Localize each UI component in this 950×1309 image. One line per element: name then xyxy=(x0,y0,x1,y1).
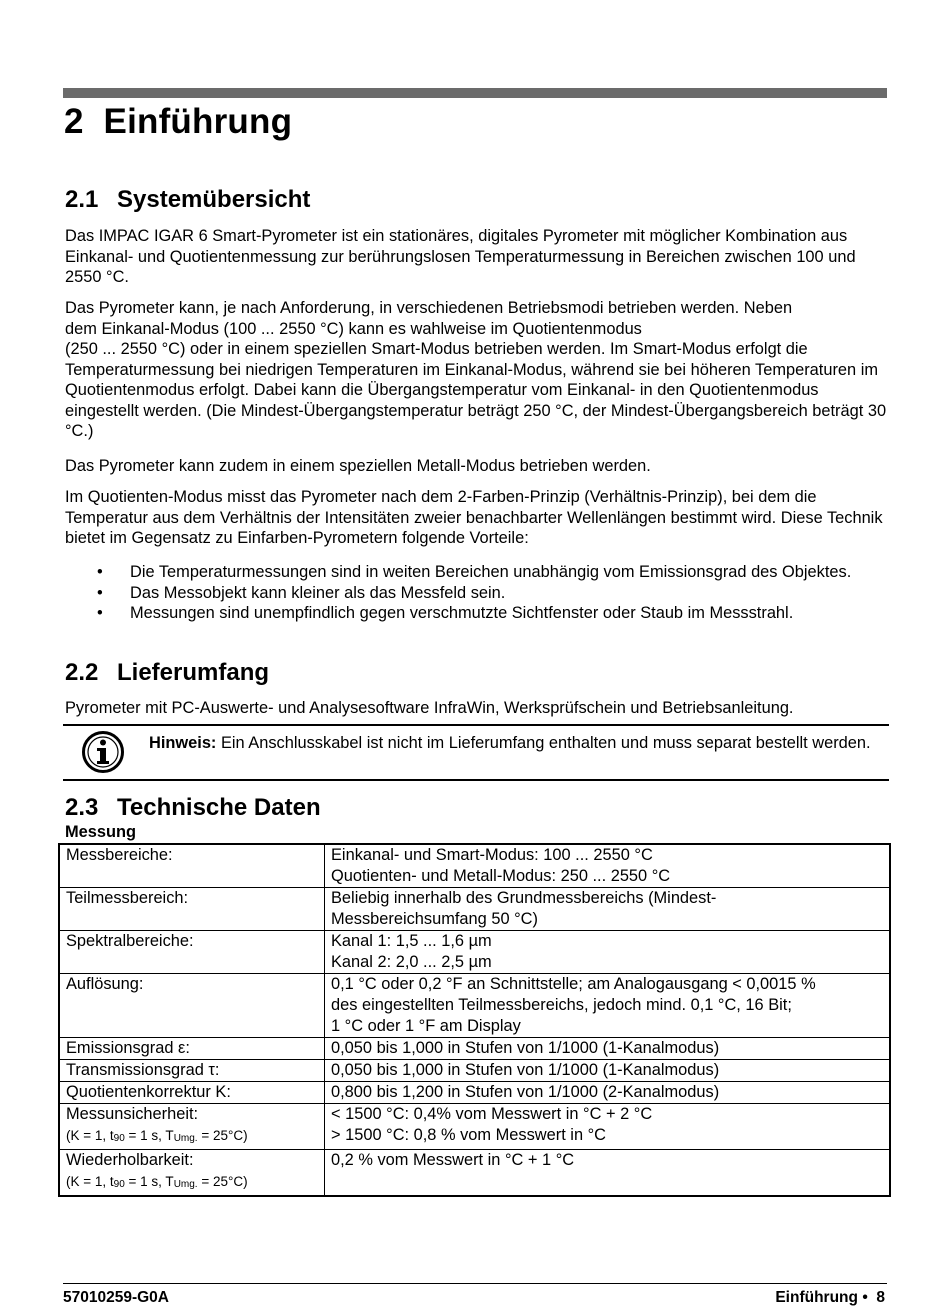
paragraph-modes xyxy=(65,298,887,442)
spec-label: Spektralbereiche: xyxy=(66,932,194,950)
spec-value-cell xyxy=(325,888,891,931)
spec-label: Emissionsgrad ε: xyxy=(66,1039,190,1057)
spec-label: Transmissionsgrad τ: xyxy=(66,1061,220,1079)
spec-label: Quotientenkorrektur K: xyxy=(66,1083,231,1101)
table-row xyxy=(59,1104,890,1150)
spec-label: Messbereiche: xyxy=(66,846,173,864)
chapter-title xyxy=(64,100,292,144)
bullet-glyph: • xyxy=(97,604,103,622)
section-number: 2.1 xyxy=(65,186,99,213)
section-heading-2-1 xyxy=(65,186,310,214)
list-item: • Das Messobjekt kann kleiner als das Messfeld sein. xyxy=(97,583,506,602)
paragraph-intro: Das IMPAC IGAR 6 Smart-Pyrometer ist ein stationäres, digitales Pyrometer mit möglicher Kombination aus Einkanal- und Quotientenmessung zur berührungslosen Temperaturmessung in Bereichen zwischen 100 und 2550 °C. xyxy=(65,227,856,286)
footer-separator: • xyxy=(862,1289,868,1306)
spec-label-cell xyxy=(59,1082,325,1104)
spec-value-line: Quotienten- und Metall-Modus: 250 ... 2550 °C xyxy=(331,867,671,885)
list-item: • Messungen sind unempfindlich gegen verschmutzte Sichtfenster oder Staub im Messstrahl. xyxy=(97,604,794,622)
paragraph-line: dem Einkanal-Modus (100 ... 2550 °C) kann es wahlweise im Quotientenmodus xyxy=(65,319,642,338)
spec-value-cell xyxy=(325,844,891,888)
spec-value-cell xyxy=(325,1038,891,1060)
spec-value-line: 0,050 bis 1,000 in Stufen von 1/1000 (1-Kanalmodus) xyxy=(331,1061,720,1079)
note-text xyxy=(149,733,889,754)
spec-value-line: 0,1 °C oder 0,2 °F an Schnittstelle; am Analogausgang < 0,0015 % xyxy=(331,975,816,993)
paragraph-line: Das Pyrometer kann, je nach Anforderung, in verschiedenen Betriebsmodi betrieben werden. Neben xyxy=(65,299,793,317)
spec-value-line: 0,050 bis 1,000 in Stufen von 1/1000 (1-Kanalmodus) xyxy=(331,1039,720,1057)
spec-value-line: Kanal 1: 1,5 ... 1,6 µm xyxy=(331,932,492,950)
spec-condition: (Κ = 1, $t_{90} = 1$ s, $T_{Umg.} = 25^\circ C$) xyxy=(66,1128,248,1144)
spec-value-cell xyxy=(325,974,891,1038)
section-number: 2.3 xyxy=(65,794,99,821)
table-row xyxy=(59,1082,890,1104)
note-bottom-rule xyxy=(63,779,889,781)
chapter-title-text: Einführung xyxy=(103,102,293,141)
spec-value-line: Beliebig innerhalb des Grundmessbereichs (Mindest- xyxy=(331,889,717,907)
spec-value-line: 0,2 % vom Messwert in °C + 1 °C xyxy=(331,1151,575,1169)
section-title: Systemübersicht xyxy=(117,186,311,213)
section-number: 2.2 xyxy=(65,659,99,686)
section-heading-2-2 xyxy=(65,659,269,687)
spec-value-line: > 1500 °C: 0,8 % vom Messwert in °C xyxy=(331,1126,607,1144)
spec-label-cell xyxy=(59,1104,325,1150)
spec-label-cell xyxy=(59,1060,325,1082)
spec-value-cell xyxy=(325,1060,891,1082)
bullet-glyph: • xyxy=(97,583,103,602)
spec-label: Wiederholbarkeit: xyxy=(66,1151,194,1169)
spec-value-cell xyxy=(325,1082,891,1104)
spec-label: Auflösung: xyxy=(66,975,144,993)
bullet-glyph: • xyxy=(97,563,103,581)
spec-label-cell xyxy=(59,974,325,1038)
footer-rule xyxy=(63,1283,887,1284)
spec-value-cell xyxy=(325,931,891,974)
table-row xyxy=(59,844,890,888)
note-top-rule xyxy=(63,724,889,726)
list-item: • Die Temperaturmessungen sind in weiten Bereichen unabhängig vom Emissionsgrad des Objektes. xyxy=(97,563,852,581)
spec-value-line: 0,800 bis 1,200 in Stufen von 1/1000 (2-Kanalmodus) xyxy=(331,1083,720,1101)
paragraph-metal-mode: Das Pyrometer kann zudem in einem speziellen Metall-Modus betrieben werden. xyxy=(65,457,651,475)
table-row xyxy=(59,931,890,974)
table-heading: Messung xyxy=(65,823,137,841)
spec-value-line: 1 °C oder 1 °F am Display xyxy=(331,1017,521,1035)
spec-value-line: Messbereichsumfang 50 °C) xyxy=(331,910,538,928)
chapter-number: 2 xyxy=(64,102,84,141)
spec-value-cell xyxy=(325,1150,891,1197)
spec-label-cell xyxy=(59,888,325,931)
note-label: Hinweis: xyxy=(149,734,217,752)
table-row xyxy=(59,1150,890,1197)
advantages-list xyxy=(65,562,887,624)
note-body: Ein Anschlusskabel ist nicht im Lieferumfang enthalten und muss separat bestellt werden. xyxy=(216,734,871,752)
spec-condition: (Κ = 1, $t_{90} = 1$ s, $T_{Umg.} = 25^\circ C$) xyxy=(66,1174,248,1190)
table-row xyxy=(59,1060,890,1082)
info-icon xyxy=(81,730,125,774)
section-title: Lieferumfang xyxy=(117,659,270,686)
spec-value-line: des eingestellten Teilmessbereichs, jedoch mind. 0,1 °C, 16 Bit; xyxy=(331,996,792,1014)
table-row xyxy=(59,1038,890,1060)
paragraph-scope-of-delivery: Pyrometer mit PC-Auswerte- und Analysesoftware InfraWin, Werksprüfschein und Betriebsanleitung. xyxy=(65,699,794,717)
paragraph-ratio-principle: Im Quotienten-Modus misst das Pyrometer nach dem 2-Farben-Prinzip (Verhältnis-Prinzip), bei dem die Temperatur aus dem Verhältnis der Intensitäten zweier benachbarter Wellenlängen bestimmt wird. Diese Technik bietet im Gegensatz zu Einfarben-Pyrometern folgende Vorteile: xyxy=(65,488,883,547)
spec-value-line: Kanal 2: 2,0 ... 2,5 µm xyxy=(331,953,492,971)
footer-page-number: 8 xyxy=(876,1289,885,1306)
spec-label-cell xyxy=(59,1038,325,1060)
spec-value-cell xyxy=(325,1104,891,1150)
table-row xyxy=(59,888,890,931)
spec-value-line: < 1500 °C: 0,4% vom Messwert in °C + 2 °C xyxy=(331,1105,653,1123)
spec-value-line: Einkanal- und Smart-Modus: 100 ... 2550 °C xyxy=(331,846,653,864)
footer-section: Einführung xyxy=(775,1289,858,1306)
section-title: Technische Daten xyxy=(117,794,321,821)
specs-table xyxy=(58,843,891,1197)
table-row xyxy=(59,974,890,1038)
paragraph-line: (250 ... 2550 °C) oder in einem speziellen Smart-Modus betrieben werden. Im Smart-Modus erfolgt die Temperaturmessung bei niedrigen Temperaturen im Einkanal-Modus, während sie bei höheren Temperaturen im Quotientenmodus erfolgt. Dabei kann die Übergangstemperatur vom Einkanal- in den Quotientenmodus eingestellt werden. (Die Mindest-Übergangstemperatur beträgt 250 °C, der Mindest-Übergangsbereich beträgt 30 °C.) xyxy=(65,340,887,440)
section-heading-2-3 xyxy=(65,794,321,822)
footer-page-info xyxy=(775,1288,885,1309)
spec-label: Messunsicherheit: xyxy=(66,1105,199,1123)
footer-doc-number: 57010259-G0A xyxy=(63,1289,169,1306)
spec-label: Teilmessbereich: xyxy=(66,889,189,907)
spec-label-cell xyxy=(59,844,325,888)
spec-label-cell xyxy=(59,1150,325,1197)
spec-label-cell xyxy=(59,931,325,974)
chapter-rule xyxy=(63,88,887,98)
